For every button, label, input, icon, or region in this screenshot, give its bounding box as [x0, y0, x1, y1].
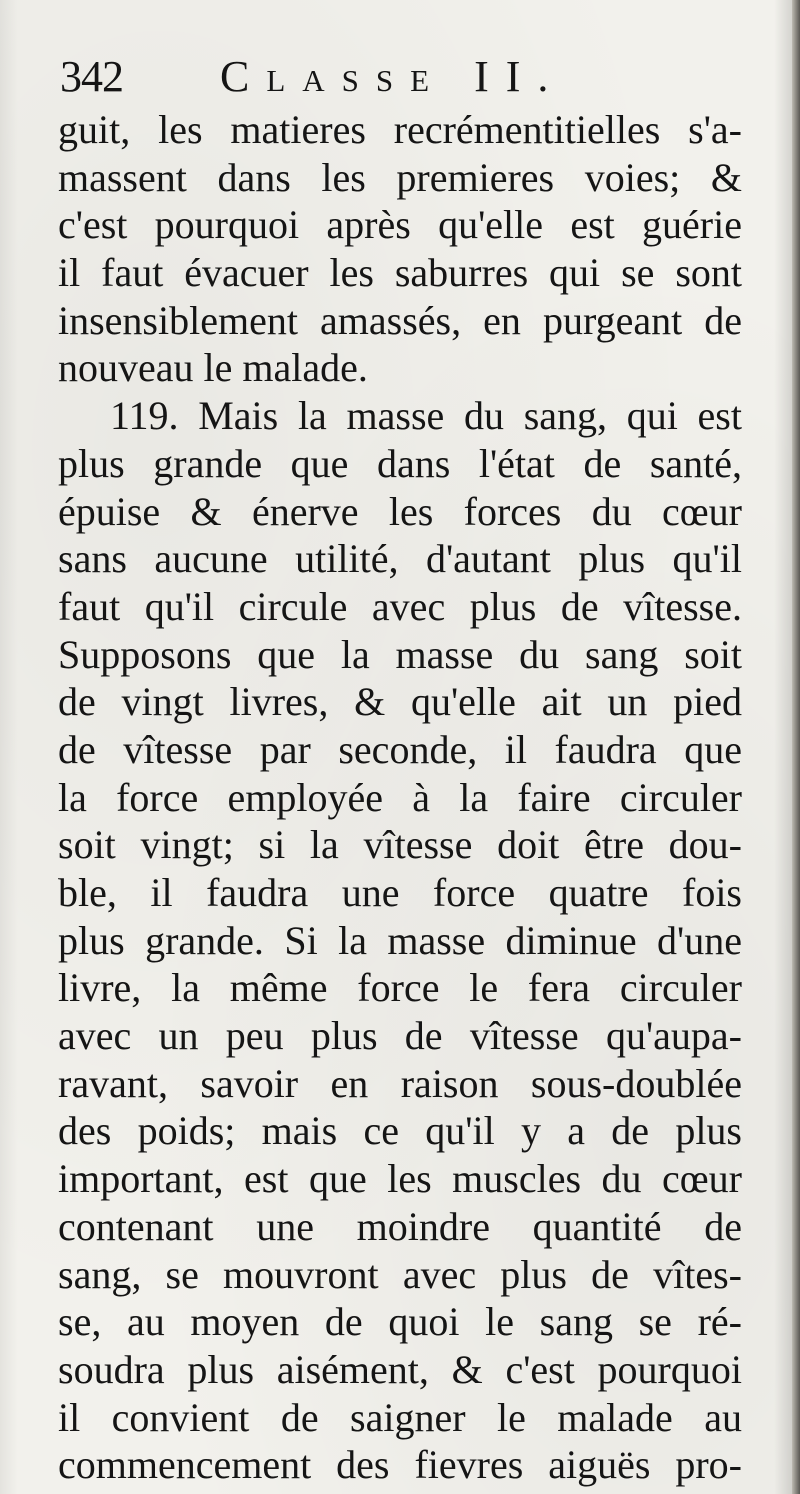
text-line: sang, se mouvront avec plus de vîtes- [58, 1251, 742, 1297]
text-line: faut qu'il circule avec plus de vîtesse. [58, 583, 742, 629]
text-line: guit, les matieres recrémentitielles s'a- [58, 107, 742, 152]
text-line: livre, la même force le fera circuler [58, 965, 742, 1011]
page-header [60, 48, 760, 106]
text-line: ravant, savoir en raison sous-doublée [58, 1060, 742, 1106]
text-line: se, au moyen de quoi le sang se ré- [58, 1299, 742, 1345]
page-number: 342 [60, 52, 123, 101]
text-line: soit vingt; si la vîtesse doit être dou- [58, 822, 742, 868]
text-line: de vingt livres, & qu'elle ait un pied [58, 679, 742, 725]
text-line: la force employée à la faire circuler [58, 774, 742, 820]
text-line: des poids; mais ce qu'il y a de plus [58, 1108, 742, 1154]
running-head: Classe II. [220, 52, 566, 101]
text-line: avec un peu plus de vîtesse qu'aupa- [58, 1013, 742, 1059]
text-line: plus grande que dans l'état de santé, [58, 440, 742, 486]
text-line: nouveau le malade. [58, 345, 368, 391]
text-line: il convient de saigner le malade au [58, 1394, 742, 1440]
text-line: Supposons que la masse du sang soit [58, 631, 742, 677]
text-line: sans aucune utilité, d'autant plus qu'il [58, 536, 742, 582]
page-edge-shadow [792, 0, 800, 1494]
text-line: c'est pourquoi après qu'elle est guérie [58, 202, 742, 248]
text-line: commencement des fievres aiguës pro- [58, 1442, 742, 1488]
text-line: important, est que les muscles du cœur [58, 1156, 742, 1202]
text-body [58, 106, 742, 1489]
text-line: contenant une moindre quantité de [58, 1203, 742, 1249]
text-line: insensiblement amassés, en purgeant de [58, 297, 742, 343]
text-line: soudra plus aisément, & c'est pourquoi [58, 1346, 742, 1392]
text-line: épuise & énerve les forces du cœur [58, 488, 742, 534]
paragraph-start-line: 119. Mais la masse du sang, qui est [110, 393, 742, 439]
text-line: plus grande. Si la masse diminue d'une [58, 917, 742, 963]
text-line: ble, il faudra une force quatre fois [58, 870, 742, 915]
text-line: massent dans les premieres voies; & [58, 154, 742, 200]
text-line: de vîtesse par seconde, il faudra que [58, 726, 742, 772]
text-line: il faut évacuer les saburres qui se sont [58, 250, 742, 296]
